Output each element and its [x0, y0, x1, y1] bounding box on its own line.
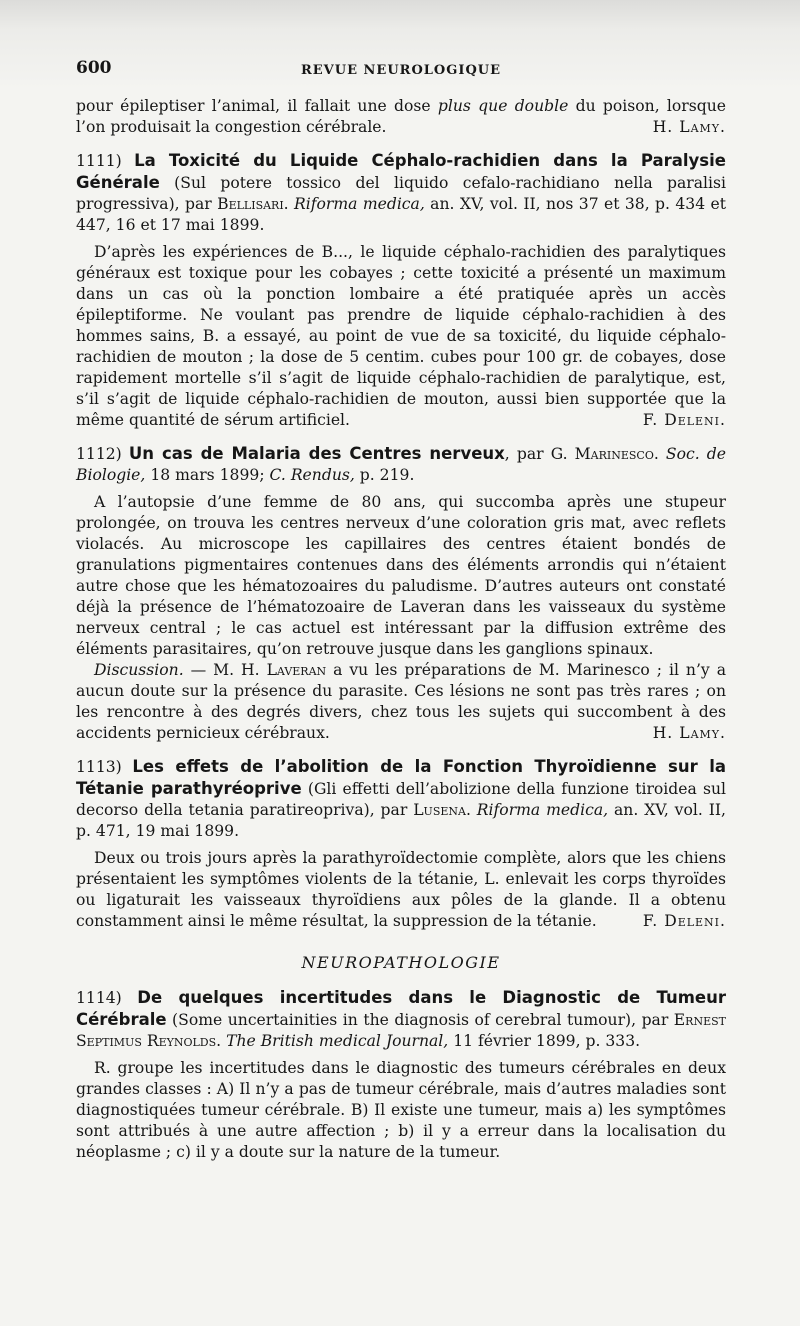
entry-number: 1112): [76, 445, 122, 463]
entry-author: Bellisari.: [217, 195, 289, 213]
intro-text-a: pour épileptiser l’animal, il fallait une dose: [76, 97, 438, 115]
entry-title: De quelques incertitudes dans le Diagnostic de Tumeur Cérébrale: [76, 988, 726, 1029]
entry-citation-a: (Some uncertainities in the diagnosis of cerebral tumour), par: [166, 1011, 674, 1029]
entry-author: Ernest Septimus Reynolds.: [76, 1011, 726, 1050]
entry-body: [76, 242, 726, 431]
entry-number: 1114): [76, 989, 122, 1007]
entry-title: Un cas de Malaria des Centres nerveux: [128, 444, 505, 463]
entry-body: [76, 848, 726, 932]
entry-body-text: A l’autopsie d’une femme de 80 ans, qui succomba après une stupeur prolongée, on trouva les centres nerveux d’une coloration gris mat, avec reflets violacés. Au microscope les capillaires des centres étaient bondés de granulations pigmentaires contenues dans des éléments arrondis qui n’étaient autre chose que les hématozoaires du paludisme. D’autres auteurs ont constaté déjà la présence de l’hématozoaire de Laveran dans les vaisseaux du système nerveux central ; le cas actuel est intéressant par la diffusion extrême des éléments parasitaires, qu’on retrouve jusque dans les ganglions spinaux.: [76, 493, 726, 658]
discussion-label: Discussion.: [94, 661, 184, 679]
entry-citation-b: 11 février 1899, p. 333.: [448, 1032, 641, 1050]
entry-journal: The British medical Journal,: [221, 1032, 449, 1050]
entry-citation-a: , par G.: [504, 445, 575, 463]
entry-heading: [76, 987, 726, 1052]
abstract-1114: [76, 987, 726, 1163]
entry-discussion: [76, 660, 726, 744]
entry-citation-c: p. 219.: [354, 466, 415, 484]
entry-body-text: R. groupe les incertitudes dans le diagnostic des tumeurs cérébrales en deux grandes classes : A) Il n’y a pas de tumeur cérébrale, mais d’autres maladies sont diagnostiquées tumeur cérébrale. B) Il existe une tumeur, mais a) les symptômes sont attribués à une autre affection ; b) il y a erreur dans la localisation du néoplasme ; c) il y a doute sur la nature de la tumeur.: [76, 1059, 726, 1161]
discussion-name: Laveran: [266, 661, 327, 679]
entry-citation-a: (Gli effetti dell’abolizione della funzione tiroidea sul decorso della tetania paratireopriva), par: [76, 780, 726, 819]
entry-signature: F. Deleni.: [642, 912, 726, 930]
entry-author: Marinesco.: [574, 445, 659, 463]
entry-citation-b: 18 mars 1899;: [145, 466, 270, 484]
entry-journal: Soc. de Biologie,: [76, 445, 726, 484]
entry-heading: [76, 150, 726, 236]
entry-citation-b: an. XV, vol. II, p. 471, 19 mai 1899.: [76, 801, 726, 840]
entry-heading: [76, 443, 726, 486]
entry-journal-2: C. Rendus,: [269, 466, 355, 484]
entry-citation-b: an. XV, vol. II, nos 37 et 38, p. 434 et 447, 16 et 17 mai 1899.: [76, 195, 727, 234]
entry-body-text: Deux ou trois jours après la parathyroïdectomie complète, alors que les chiens présentaient les symptômes violents de la tétanie, L. enlevait les corps thyroïdes ou ligaturait les vaisseaux thyroïdiens aux pôles de la glande. Il a obtenu constamment ainsi le même résultat, la suppression de la tétanie.: [76, 849, 726, 930]
entry-body: [76, 1058, 726, 1163]
discussion-text-b: a vu les préparations de M. Marinesco ; il n’y a aucun doute sur la présence du parasite. Ces lésions ne sont pas très rares ; on les rencontre à des degrés divers, chez tous les sujets qui succombent à des accidents pernicieux cérébraux.: [76, 661, 726, 742]
intro-signature: H. Lamy.: [652, 118, 726, 136]
abstract-1112: [76, 443, 726, 744]
entry-number: 1113): [76, 758, 122, 776]
entry-title: Les effets de l’abolition de la Fonction Thyroïdienne sur la Tétanie parathyréoprive: [76, 757, 726, 798]
entry-title: La Toxicité du Liquide Céphalo-rachidien dans la Paralysie Générale: [76, 151, 726, 192]
entry-signature: H. Lamy.: [652, 724, 726, 742]
entry-number: 1111): [76, 152, 122, 170]
entry-citation-a: (Sul potere tossico del liquido cefalo-rachidiano nella paralisi progressiva), par: [76, 174, 726, 213]
discussion-text-a: — M. H.: [183, 661, 267, 679]
entry-heading: [76, 756, 726, 842]
page-header: [76, 58, 726, 84]
intro-text-b: du poison, lorsque l’on produisait la congestion cérébrale.: [76, 97, 727, 136]
page-number: 600: [76, 58, 112, 78]
abstract-1113: [76, 756, 726, 932]
entry-body: [76, 492, 726, 660]
entry-signature: F. Deleni.: [642, 411, 726, 429]
intro-paragraph: [76, 96, 726, 138]
entry-journal: Riforma medica,: [470, 801, 609, 819]
entry-author: Lusena.: [413, 801, 471, 819]
entry-body-text: D’après les expériences de B..., le liquide céphalo-rachidien des paralytiques généraux est toxique pour les cobayes ; cette toxicité a présenté un maximum dans un cas où la ponction lombaire a été pratiquée après un accès épileptiforme. Ne voulant pas prendre de liquide céphalo-rachidien à des hommes sains, B. a essayé, au point de vue de sa toxicité, du liquide céphalo-rachidien de mouton ; la dose de 5 centim. cubes pour 100 gr. de cobayes, dose rapidement mortelle s’il s’agit de liquide céphalo-rachidien de paralytique, est, s’il s’agit de liquide céphalo-rachidien de mouton, aussi bien supportée que la même quantité de sérum artificiel.: [76, 243, 726, 429]
running-title: REVUE NEUROLOGIQUE: [300, 63, 502, 78]
entry-journal: Riforma medica,: [288, 195, 425, 213]
intro-text-emphasis: plus que double: [437, 97, 569, 115]
abstract-1111: [76, 150, 726, 431]
section-heading: NEUROPATHOLOGIE: [301, 953, 501, 972]
page-content: [76, 58, 726, 1163]
